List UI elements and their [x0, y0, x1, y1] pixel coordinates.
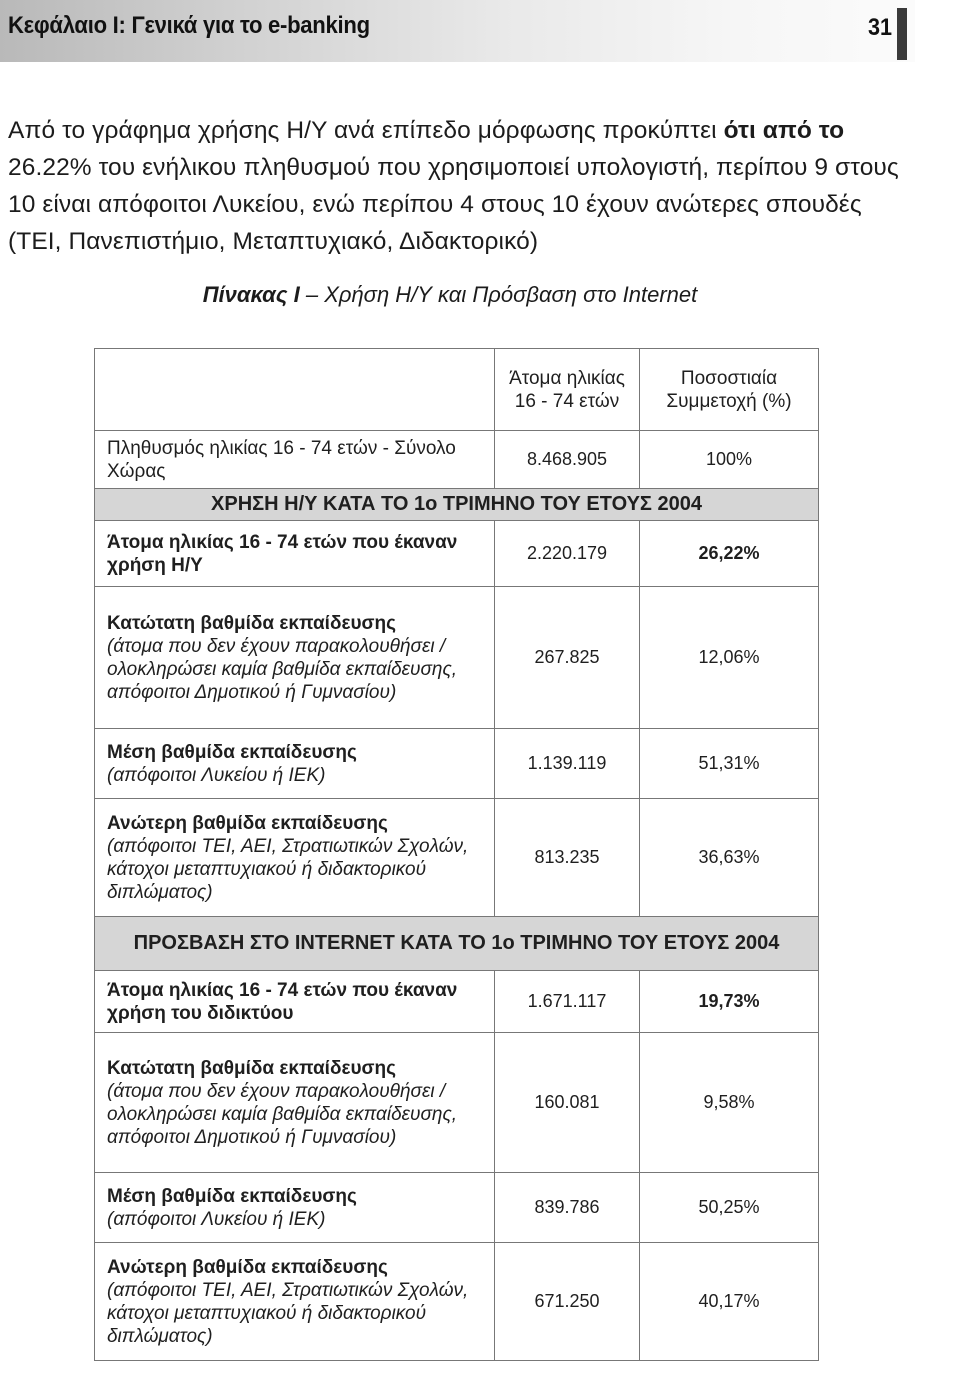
row-percent: 19,73%	[640, 971, 819, 1033]
table-row	[95, 587, 819, 729]
row-value: 813.235	[495, 799, 640, 917]
chapter-title: Κεφάλαιο Ι: Γενικά για το e-banking	[8, 12, 370, 39]
table-caption-text: – Χρήση Η/Υ και Πρόσβαση στο Internet	[299, 282, 698, 307]
table-row	[95, 799, 819, 917]
row-percent: 50,25%	[640, 1173, 819, 1243]
table-row	[95, 1243, 819, 1361]
table-caption-label: Πίνακας Ι	[202, 282, 300, 307]
row-title: Άτομα ηλικίας 16 - 74 ετών που έκαναν χρήση του διδικτύου	[95, 971, 495, 1033]
running-header	[0, 0, 915, 62]
row-title: Κατώτατη βαθμίδα εκπαίδευσης	[107, 1057, 397, 1079]
row-title: Κατώτατη βαθμίδα εκπαίδευσης	[107, 612, 397, 634]
row-percent: 12,06%	[640, 587, 819, 729]
row-title: Ανώτερη βαθμίδα εκπαίδευσης	[107, 812, 388, 834]
section-title-internet-access: ΠΡΟΣΒΑΣΗ ΣΤΟ INTERNET ΚΑΤΑ ΤΟ 1ο ΤΡΙΜΗΝΟ ΤΟΥ ΕΤΟΥΣ 2004	[95, 917, 819, 971]
empty-header-cell	[95, 349, 495, 431]
intro-text-start: Από το γράφημα χρήσης Η/Υ ανά επίπεδο μόρφωσης προκύπτει	[8, 117, 724, 144]
section-header-internet-access	[95, 917, 819, 971]
section-header-computer-use	[95, 489, 819, 521]
table-caption	[0, 282, 900, 308]
table-header-row	[95, 349, 819, 431]
row-detail: (απόφοιτοι ΤΕΙ, ΑΕΙ, Στρατιωτικών Σχολών, κάτοχοι μεταπτυχιακού ή διδακτορικού διπλώματος)	[107, 1279, 469, 1347]
population-value: 8.468.905	[495, 431, 640, 489]
page-number: 31	[868, 14, 893, 41]
row-percent: 26,22%	[640, 521, 819, 587]
table-row	[95, 521, 819, 587]
row-value: 671.250	[495, 1243, 640, 1361]
table-row	[95, 1033, 819, 1173]
row-value: 1.671.117	[495, 971, 640, 1033]
row-percent: 36,63%	[640, 799, 819, 917]
row-value: 1.139.119	[495, 729, 640, 799]
table-row	[95, 1173, 819, 1243]
row-title: Ανώτερη βαθμίδα εκπαίδευσης	[107, 1256, 388, 1278]
header-percent: Ποσοστιαία Συμμετοχή (%)	[640, 349, 819, 431]
row-value: 267.825	[495, 587, 640, 729]
row-detail: (απόφοιτοι Λυκείου ή ΙΕΚ)	[107, 764, 326, 786]
statistics-table	[94, 348, 819, 1361]
row-value: 2.220.179	[495, 521, 640, 587]
population-label: Πληθυσμός ηλικίας 16 - 74 ετών - Σύνολο Χώρας	[95, 431, 495, 489]
row-title: Άτομα ηλικίας 16 - 74 ετών που έκαναν χρήση Η/Υ	[95, 521, 495, 587]
population-percent: 100%	[640, 431, 819, 489]
intro-text-end: 26.22% του ενήλικου πληθυσμού που χρησιμοποιεί υπολογιστή, περίπου 9 στους 10 είναι απόφοιτοι Λυκείου, ενώ περίπου 4 στους 10 έχουν ανώτερες σπουδές (ΤΕΙ, Πανεπιστήμιο, Μεταπτυχιακό, Διδακτορικό)	[8, 154, 899, 255]
row-percent: 9,58%	[640, 1033, 819, 1173]
table-row	[95, 971, 819, 1033]
page-edge-bar	[897, 8, 907, 60]
section-title-computer-use: ΧΡΗΣΗ Η/Υ ΚΑΤΑ ΤΟ 1ο ΤΡΙΜΗΝΟ ΤΟΥ ΕΤΟΥΣ 2004	[95, 489, 819, 521]
population-row	[95, 431, 819, 489]
row-value: 839.786	[495, 1173, 640, 1243]
row-title: Μέση βαθμίδα εκπαίδευσης	[107, 741, 357, 763]
row-detail: (άτομα που δεν έχουν παρακολουθήσει / ολοκληρώσει καμία βαθμίδα εκπαίδευσης, απόφοιτοι Δημοτικού ή Γυμνασίου)	[107, 1080, 457, 1148]
intro-text-bold: ότι από το	[723, 117, 845, 144]
row-percent: 51,31%	[640, 729, 819, 799]
row-percent: 40,17%	[640, 1243, 819, 1361]
row-value: 160.081	[495, 1033, 640, 1173]
row-title: Μέση βαθμίδα εκπαίδευσης	[107, 1185, 357, 1207]
intro-paragraph	[8, 112, 908, 260]
row-detail: (άτομα που δεν έχουν παρακολουθήσει / ολοκληρώσει καμία βαθμίδα εκπαίδευσης, απόφοιτοι Δημοτικού ή Γυμνασίου)	[107, 635, 457, 703]
table-row	[95, 729, 819, 799]
row-detail: (απόφοιτοι ΤΕΙ, ΑΕΙ, Στρατιωτικών Σχολών, κάτοχοι μεταπτυχιακού ή διδακτορικού διπλώματος)	[107, 835, 469, 903]
row-detail: (απόφοιτοι Λυκείου ή ΙΕΚ)	[107, 1208, 326, 1230]
header-people: Άτομα ηλικίας 16 - 74 ετών	[495, 349, 640, 431]
